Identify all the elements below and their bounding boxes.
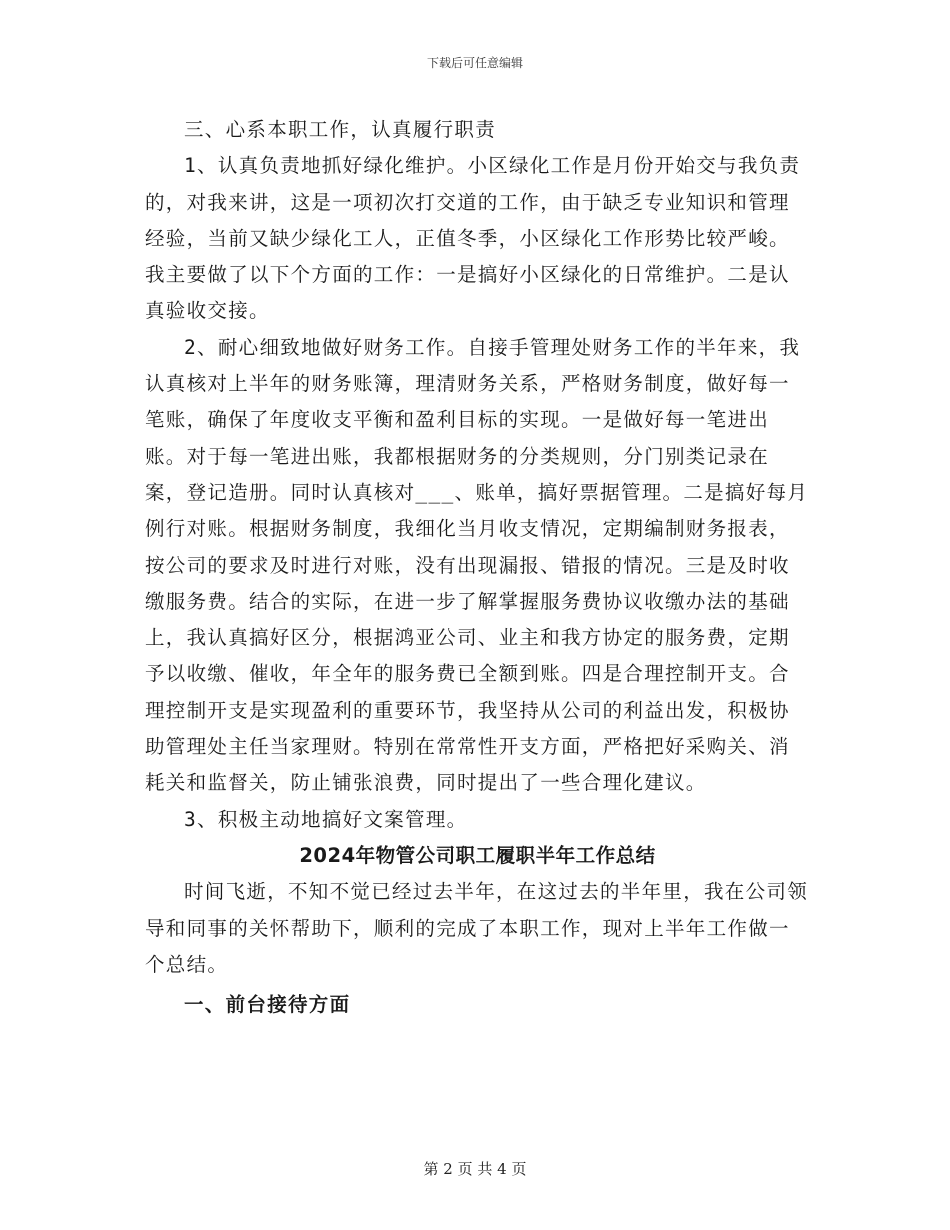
section-3-heading: 三、心系本职工作，认真履行职责	[184, 118, 497, 141]
paragraph-item-2: 2、耐心细致地做好财务工作。自接手管理处财务工作的半年来，我认真核对上半年的财务账簿，理清财务关系，严格财务制度，做好每一笔账，确保了年度收支平衡和盈利目标的实现。一是做好每一笔进出账。对于每一笔进出账，我都根据财务的分类规则，分门别类记录在案，登记造册。同时认真核对___、账单，搞好票据管理。二是搞好每月例行对账。根据财务制度，我细化当月收支情况，定期编制财务报表，按公司的要求及时进行对账，没有出现漏报、错报的情况。三是及时收缴服务费。结合的实际，在进一步了解掌握服务费协议收缴办法的基础上，我认真搞好区分，根据鸿亚公司、业主和我方协定的服务费，定期予以收缴、催收，年全年的服务费已全额到账。四是合理控制开支。合理控制开支是实现盈利的重要环节，我坚持从公司的利益出发，积极协助管理处主任当家理财。特别在常常性开支方面，严格把好采购关、消耗关和监督关，防止铺张浪费，同时提出了一些合理化建议。	[145, 335, 809, 795]
header-note: 下载后可任意编辑	[426, 56, 523, 70]
paragraph-item-1: 1、认真负责地抓好绿化维护。小区绿化工作是月份开始交与我负责的，对我来讲，这是一项初次打交道的工作，由于缺乏专业知识和管理经验，当前又缺少绿化工人，正值冬季，小区绿化工作形势比较严峻。我主要做了以下个方面的工作：一是搞好小区绿化的日常维护。二是认真验收交接。	[145, 154, 801, 323]
document-body	[145, 112, 810, 1023]
document-title: 2024年物管公司职工履职半年工作总结	[299, 843, 656, 867]
intro-paragraph: 时间飞逝，不知不觉已经过去半年，在这过去的半年里，我在公司领导和同事的关怀帮助下，顺利的完成了本职工作，现对上半年工作做一个总结。	[145, 880, 809, 976]
section-1-heading: 一、前台接待方面	[184, 993, 351, 1017]
paragraph-item-3: 3、积极主动地搞好文案管理。	[184, 807, 468, 831]
page-footer: 第 2 页 共 4 页	[423, 1160, 527, 1178]
